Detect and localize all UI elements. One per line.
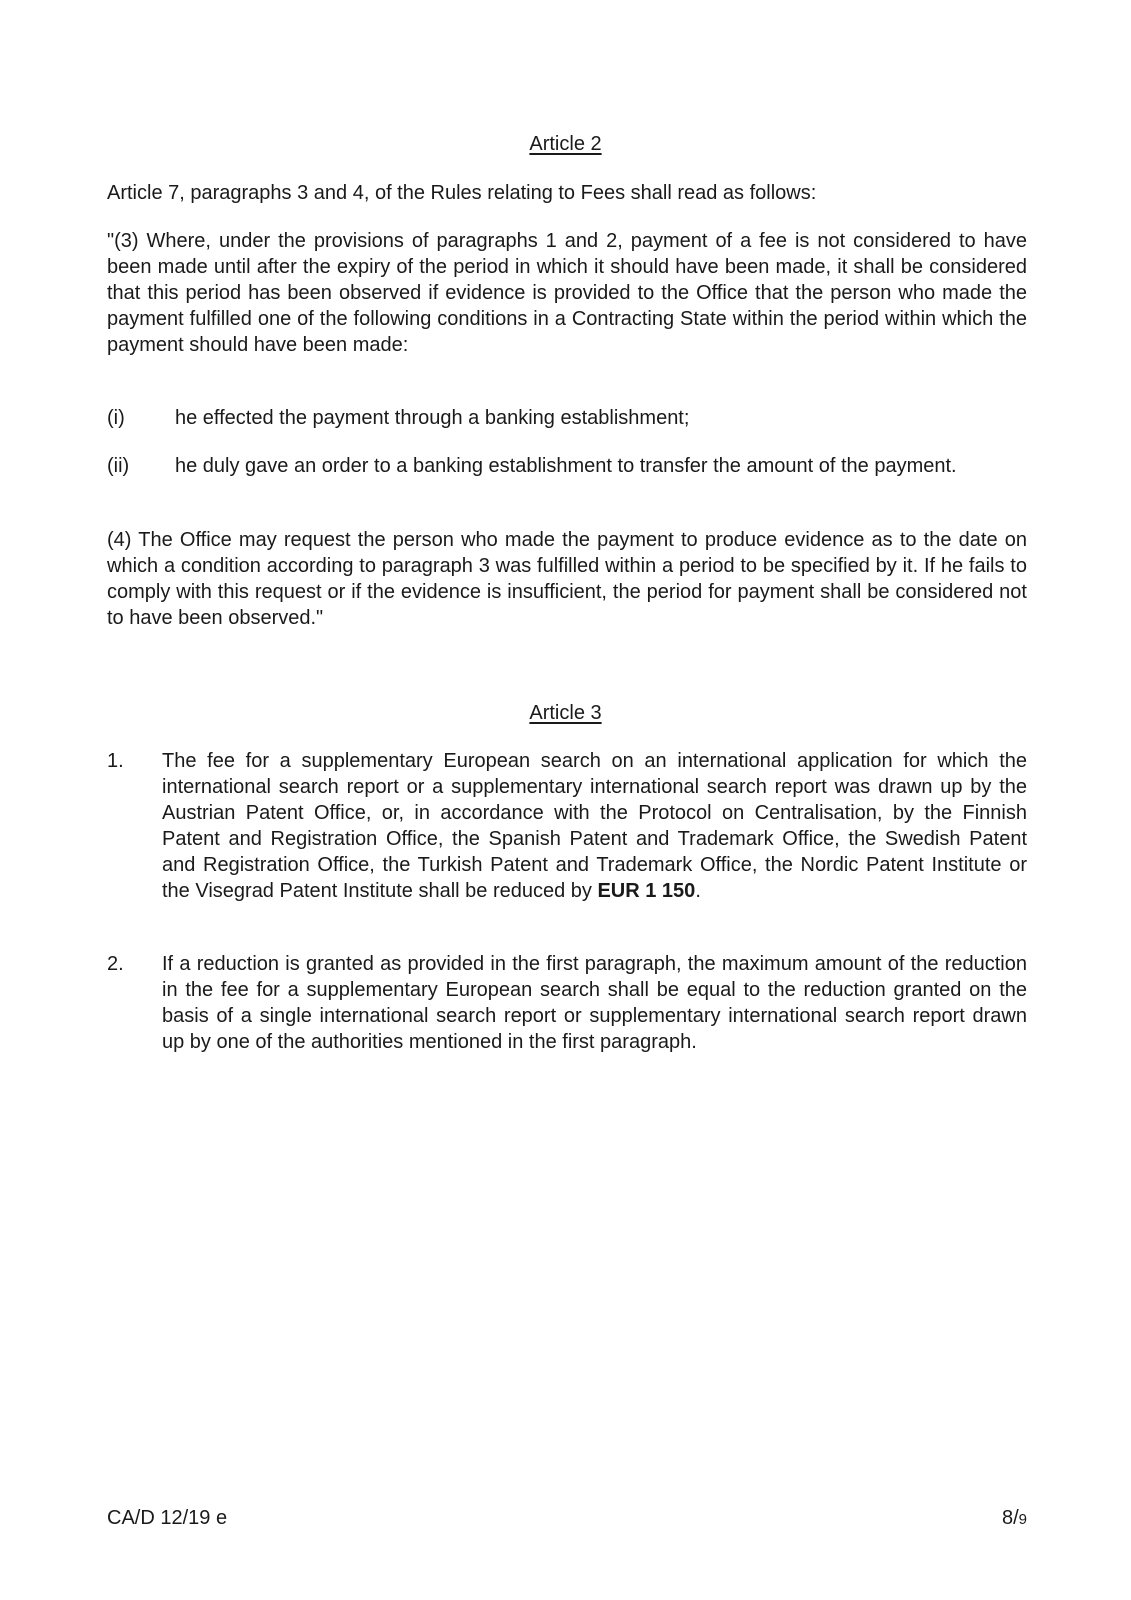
numbered-item-end: .	[695, 880, 701, 902]
page-number-current: 8/	[1001, 1507, 1019, 1529]
numbered-item-label: 1.	[107, 750, 124, 772]
page-number	[1002, 1505, 1027, 1533]
list-item-label: (i)	[107, 407, 125, 429]
paragraph-4: (4) The Office may request the person who made the payment to produce evidence as to the date on which a condition according to paragraph 3 was fulfilled within a period to be specified by it. If he fails to comply with this request or if the evidence is insufficient, the period for payment shall be considered not to have been observed."	[107, 529, 1027, 629]
numbered-item	[107, 951, 1027, 1055]
fee-reduction-amount: EUR 1 150	[597, 880, 696, 902]
numbered-item	[107, 748, 1027, 904]
list-item	[107, 405, 1027, 431]
list-item-text: he effected the payment through a banking establishment;	[175, 407, 690, 429]
article-2-heading: Article 2	[529, 133, 602, 155]
numbered-item-text	[162, 748, 1027, 904]
document-reference: CA/D 12/19 e	[107, 1507, 228, 1529]
list-item-text: he duly gave an order to a banking establishment to transfer the amount of the payment.	[175, 455, 957, 477]
list-item	[107, 453, 1027, 479]
article-3-heading: Article 3	[529, 702, 602, 724]
numbered-item-text: If a reduction is granted as provided in the first paragraph, the maximum amount of the reduction in the fee for a supplementary European search shall be equal to the reduction granted on the basis of a single international search report or supplementary international search report drawn up by one of the authorities mentioned in the first paragraph.	[162, 953, 1027, 1053]
paragraph-3: "(3) Where, under the provisions of paragraphs 1 and 2, payment of a fee is not considered to have been made until after the expiry of the period in which it should have been made, it shall be considered that this period has been observed if evidence is provided to the Office that the person who made the payment fulfilled one of the following conditions in a Contracting State within the period within which the payment should have been made:	[107, 230, 1027, 356]
page-number-total: 9	[1018, 1511, 1027, 1528]
numbered-item-label: 2.	[107, 953, 124, 975]
numbered-item-body: The fee for a supplementary European search on an international application for which the international search report or a supplementary international search report was drawn up by the Austrian Patent Office, or, in accordance with the Protocol on Centralisation, by the Finnish Patent and Registration Office, the Spanish Patent and Trademark Office, the Swedish Patent and Registration Office, the Turkish Patent and Trademark Office, the Nordic Patent Institute or the Visegrad Patent Institute shall be reduced by	[162, 750, 1027, 902]
list-item-label: (ii)	[107, 455, 130, 477]
article-2-intro: Article 7, paragraphs 3 and 4, of the Rules relating to Fees shall read as follows:	[107, 182, 817, 204]
